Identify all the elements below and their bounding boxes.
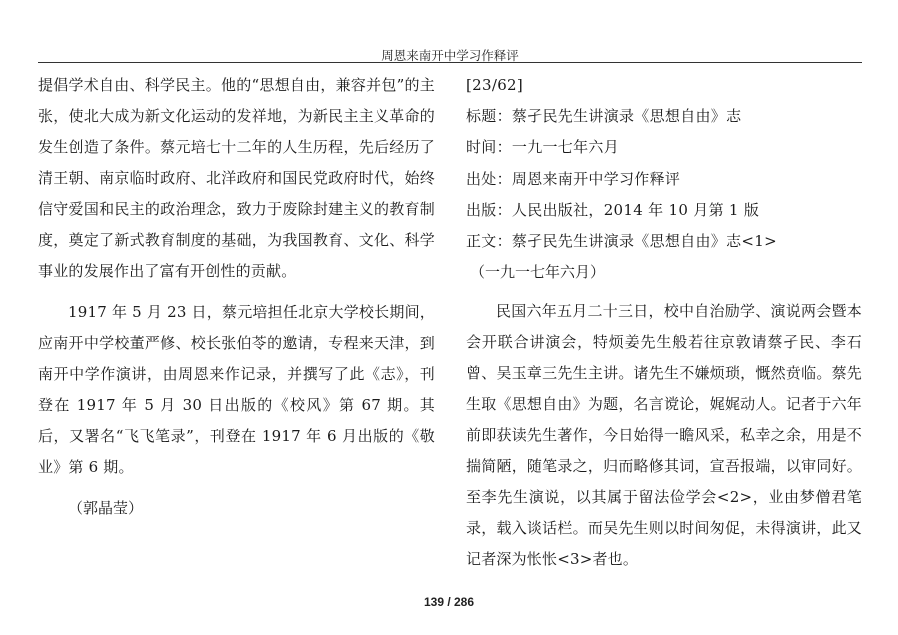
page-number: 139 / 286 <box>423 595 475 609</box>
right-column <box>466 70 862 585</box>
meta-publication: 出版：人民出版社，2014 年 10 月第 1 版 <box>466 200 760 219</box>
meta-body-title: 正文：蔡孑民先生讲演录《思想自由》志<1> <box>466 232 777 251</box>
date-line: （一九一七年六月） <box>470 263 606 282</box>
left-paragraph-1: 提倡学术自由、科学民主。他的“思想自由，兼容并包”的主张，使北大成为新文化运动的发祥地，为新民主主义革命的发生创造了条件。蔡元培七十二年的人生历程，先后经历了清王朝、南京临时政府、北洋政府和国民党政府时代，始终信守爱国和民主的政治理念，致力于废除封建主义的教育制度，奠定了新式教育制度的基础，为我国教育、文化、科学事业的发展作出了富有开创性的贡献。 <box>38 76 435 280</box>
meta-title: 标题：蔡孑民先生讲演录《思想自由》志 <box>466 107 742 126</box>
running-header: 周恩来南开中学习作释评 <box>381 48 519 63</box>
meta-source: 出处：周恩来南开中学习作释评 <box>466 169 681 188</box>
left-paragraph-2: 1917 年 5 月 23 日，蔡元培担任北京大学校长期间，应南开中学校董严修、校长张伯苓的邀请，专程来天津，到南开中学作演讲，由周恩来作记录，并撰写了此《志》，刊登在 1917 年 5 月 30 日出版的《校风》第 67 期。其后，又署名“飞飞笔录”，刊登在 1917 年 6 月出版的《敬业》第 6 期。 <box>38 303 435 476</box>
right-body-paragraph: 民国六年五月二十三日，校中自治励学、演说两会暨本会开联合讲演会，特烦姜先生般若往京敦请蔡孑民、李石曾、吴玉章三先生主讲。诸先生不嫌烦琐，慨然贲临。蔡先生取《思想自由》为题，名言谠论，娓娓动人。记者于六年前即获读先生著作，今日始得一瞻风采，私幸之余，用是不揣简陋，随笔录之，归而略修其词，宣吾报端，以审同好。至李先生演说，以其属于留法俭学会<2>，业由梦僧君笔录，载入谈话栏。而吴先生则以时间匆促，未得演讲，此又记者深为怅怅<3>者也。 <box>466 302 862 569</box>
entry-index: [23/62] <box>466 76 524 94</box>
header-rule <box>38 62 862 63</box>
left-column <box>38 70 435 524</box>
meta-time: 时间：一九一七年六月 <box>466 138 620 157</box>
author-signature: （郭晶莹） <box>68 499 144 517</box>
